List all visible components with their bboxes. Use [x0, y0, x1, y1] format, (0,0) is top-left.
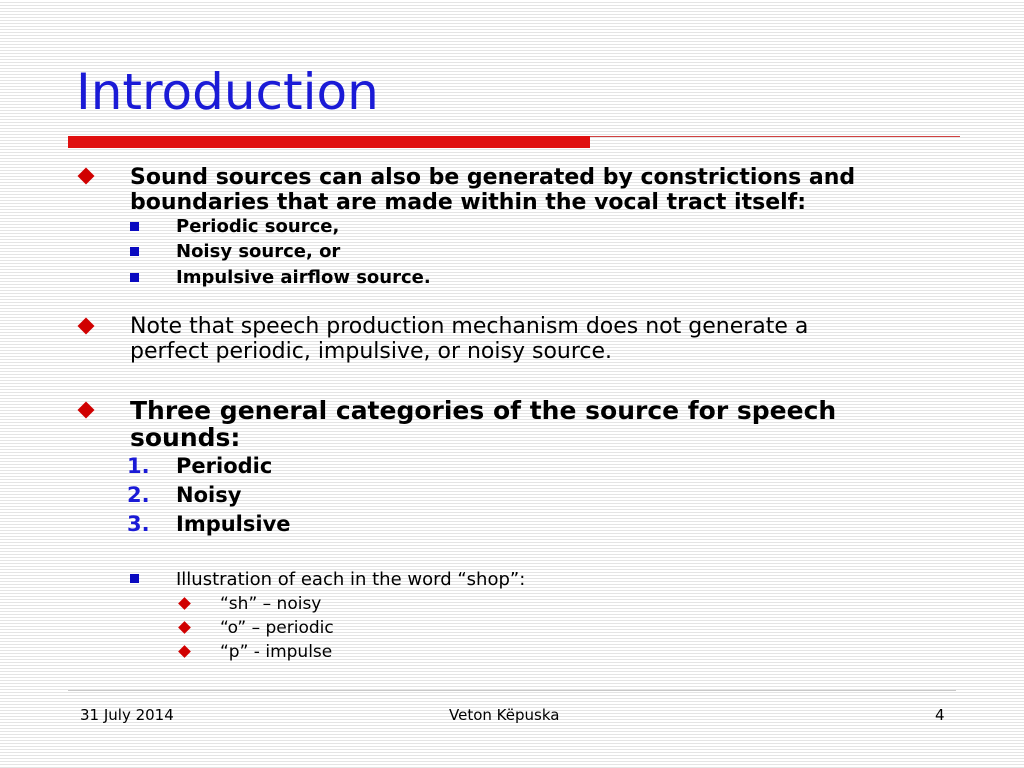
diamond-bullet-icon — [78, 318, 95, 335]
category-item: Periodic — [176, 454, 273, 478]
category-item: Impulsive — [176, 512, 291, 536]
category-item: Noisy — [176, 483, 242, 507]
bullet2-line2: perfect periodic, impulsive, or noisy source. — [130, 339, 613, 364]
illustration-label: Illustration of each in the word “shop”: — [176, 569, 526, 590]
bullet3-line1: Three general categories of the source for speech — [130, 396, 837, 425]
illustration-item: “o” – periodic — [220, 618, 334, 638]
bullet1-subitem: Noisy source, or — [176, 241, 341, 262]
bullet2-line1: Note that speech production mechanism does not generate a — [130, 314, 809, 339]
footer-divider — [68, 690, 956, 691]
page-number: 4 — [935, 706, 945, 724]
square-bullet-icon — [130, 247, 139, 256]
bullet1-subitem: Periodic source, — [176, 216, 340, 237]
diamond-bullet-icon — [78, 168, 95, 185]
title-underline-accent — [68, 136, 590, 148]
title-underline — [590, 136, 960, 137]
illustration-item: “p” - impulse — [220, 642, 333, 662]
footer-date: 31 July 2014 — [80, 706, 174, 724]
bullet1-subitem: Impulsive airflow source. — [176, 267, 431, 288]
diamond-bullet-icon — [178, 621, 191, 634]
bullet3-line2: sounds: — [130, 423, 241, 452]
diamond-bullet-icon — [178, 597, 191, 610]
list-number: 3. — [127, 512, 150, 536]
list-number: 2. — [127, 483, 150, 507]
footer-author: Veton Këpuska — [449, 706, 560, 724]
square-bullet-icon — [130, 574, 139, 583]
illustration-item: “sh” – noisy — [220, 594, 322, 614]
diamond-bullet-icon — [178, 645, 191, 658]
bullet1-line1: Sound sources can also be generated by constrictions and — [130, 165, 856, 190]
bullet1-line2: boundaries that are made within the vocal tract itself: — [130, 190, 807, 215]
list-number: 1. — [127, 454, 150, 478]
diamond-bullet-icon — [78, 402, 95, 419]
slide-title: Introduction — [76, 63, 379, 121]
square-bullet-icon — [130, 273, 139, 282]
square-bullet-icon — [130, 222, 139, 231]
